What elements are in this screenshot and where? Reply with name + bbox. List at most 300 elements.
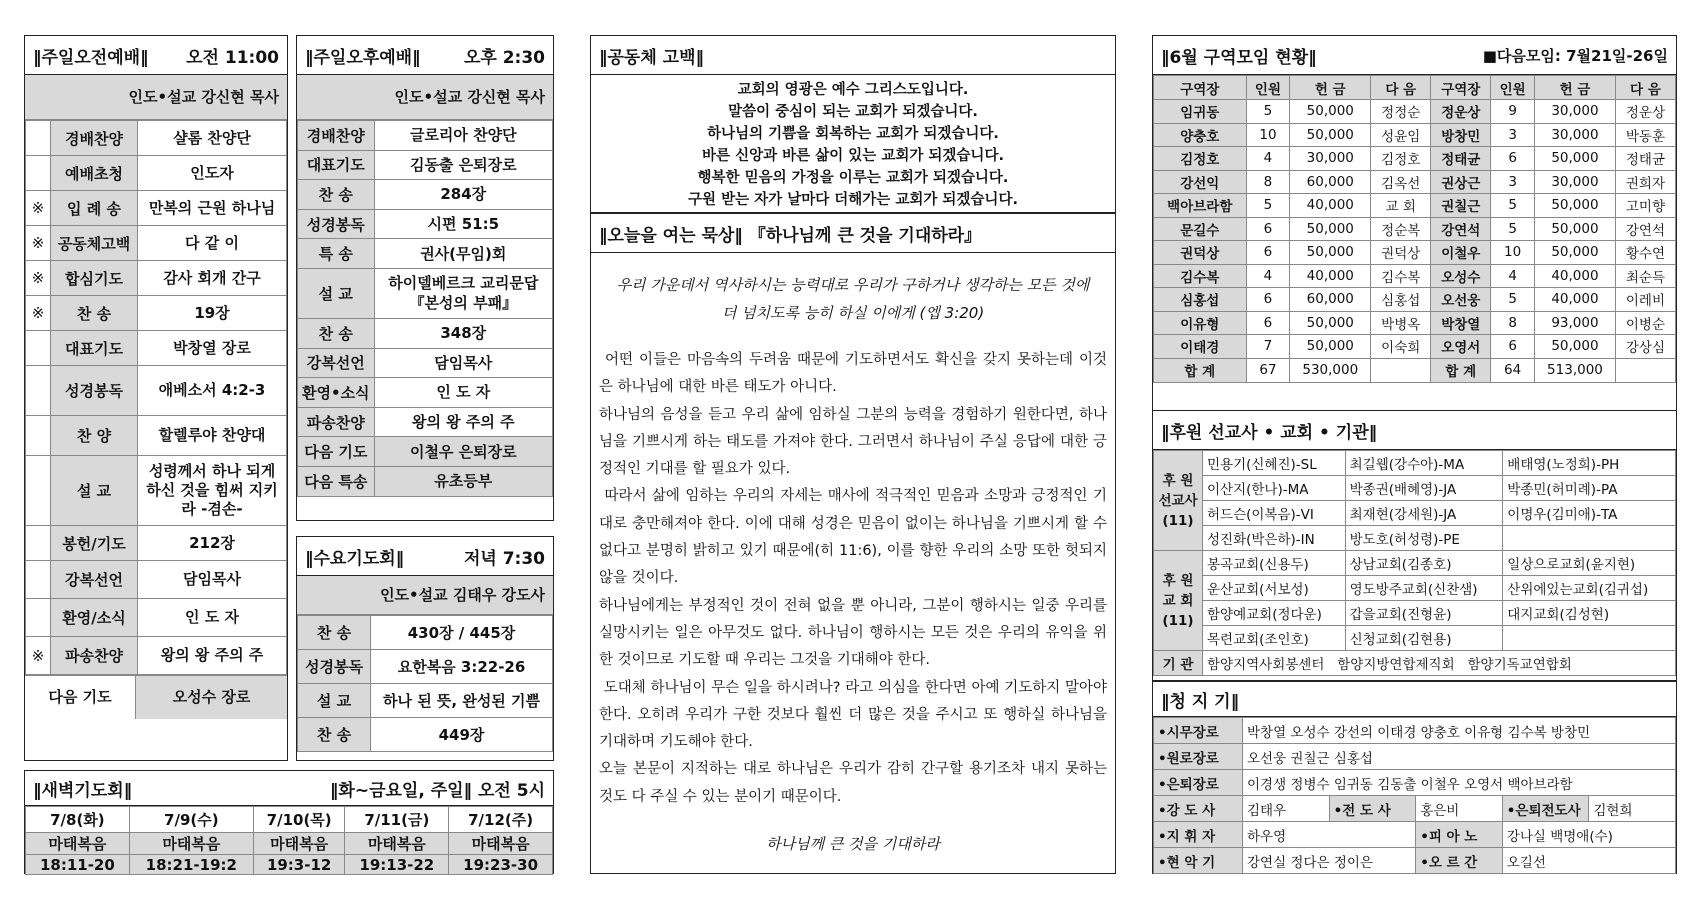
order-label: 설 교: [298, 268, 375, 318]
district-row: [1154, 288, 1676, 312]
morning-next-label: 다음 기도: [25, 676, 136, 719]
morning-row: [26, 121, 287, 156]
district-next-meeting: ■다음모임: 7월21일-26일: [1482, 46, 1668, 65]
church-cell: 상남교회(김종호): [1345, 551, 1503, 576]
order-value: 다 같 이: [138, 226, 287, 261]
org-label: 기 관: [1154, 651, 1203, 676]
afternoon-row: [298, 180, 553, 210]
wednesday-service-header: [297, 537, 553, 576]
district-cell: 정순복: [1371, 217, 1431, 241]
district-cell: 최순득: [1615, 264, 1675, 288]
dawn-date: 7/11(금): [345, 807, 449, 833]
church-row: [1154, 626, 1676, 651]
district-cell: 이숙희: [1371, 335, 1431, 359]
missionary-cell: 배태영(노정희)-PH: [1503, 451, 1676, 476]
elder-names: 박창열 오성수 강선의 이태경 양충호 이유형 김수복 방창민: [1243, 718, 1676, 744]
district-cell: 임귀동: [1154, 100, 1247, 124]
staff-title: ‖청 지 기‖: [1161, 691, 1240, 712]
missionary-cell: 박종권(배혜영)-JA: [1345, 476, 1503, 501]
order-label: 설 교: [51, 456, 138, 526]
district-cell: 50,000: [1290, 335, 1371, 359]
evangelist-label: •강 도 사: [1154, 796, 1243, 822]
afternoon-row: [298, 121, 553, 151]
district-cell: 오성수: [1431, 264, 1491, 288]
church-cell: [1503, 626, 1676, 651]
support-title: ‖후원 선교사 • 교회 • 기관‖: [1161, 422, 1378, 443]
district-cell: 5: [1246, 100, 1290, 124]
dawn-ref: 19:13-22: [345, 855, 449, 875]
required-mark: ※: [26, 226, 51, 261]
afternoon-row: [298, 268, 553, 318]
district-total-cell: 513,000: [1535, 358, 1616, 382]
district-cell: 5: [1491, 217, 1535, 241]
meditation-paragraph: 오늘 본문이 지적하는 대로 하나님은 우리가 감히 간구할 용기조차 내지 못하는 것도 다 주실 수 있는 분이기 때문이다.: [599, 761, 1112, 805]
district-cell: 9: [1491, 100, 1535, 124]
district-cell: 방창민: [1431, 123, 1491, 147]
church-cell: 일상으로교회(윤지현): [1503, 551, 1676, 576]
confession-line: 바른 신앙과 바른 삶이 있는 교회가 되겠습니다.: [702, 148, 1004, 164]
district-cell: 심홍섭: [1371, 288, 1431, 312]
morning-service-time: 오전 11:00: [186, 47, 279, 68]
order-value: 하이델베르크 교리문답 『본성의 부패』: [374, 268, 552, 318]
missionary-cell: 최재현(강세원)-JA: [1345, 501, 1503, 526]
district-cell: 50,000: [1290, 217, 1371, 241]
wednesday-service-time: 저녁 7:30: [463, 548, 545, 569]
district-cell: 오선웅: [1431, 288, 1491, 312]
order-value: 인도자: [138, 156, 287, 191]
district-cell: 4: [1491, 264, 1535, 288]
district-cell: 6: [1491, 147, 1535, 171]
district-cell: 60,000: [1290, 170, 1371, 194]
afternoon-row: [298, 318, 553, 348]
order-value: 430장 / 445장: [371, 616, 553, 650]
afternoon-service-header: [297, 36, 553, 75]
wednesday-service-panel: [296, 536, 554, 761]
morning-row: [26, 526, 287, 561]
district-total-cell: 64: [1491, 358, 1535, 382]
confession-title: ‖공동체 고백‖: [599, 47, 705, 68]
order-label: 성경봉독: [298, 650, 371, 684]
order-label: 찬 송: [298, 616, 371, 650]
order-label: 찬 송: [298, 180, 375, 210]
district-table: [1153, 75, 1676, 383]
retired-evangelist-label: •은퇴전도사: [1502, 796, 1589, 822]
district-total-cell: 530,000: [1290, 358, 1371, 382]
missionary-cell: 최길웹(강수아)-MA: [1345, 451, 1503, 476]
district-cell: 성윤임: [1371, 123, 1431, 147]
required-mark: ※: [26, 296, 51, 331]
district-cell: 60,000: [1290, 288, 1371, 312]
piano-names: 강나실 백명애(수): [1502, 822, 1675, 848]
order-value: 애베소서 4:2-3: [138, 366, 287, 416]
dawn-book: 마태복음: [26, 833, 130, 855]
wednesday-row: [298, 684, 553, 718]
missionary-row: [1154, 476, 1676, 501]
district-cell: 문길수: [1154, 217, 1247, 241]
district-cell: 50,000: [1535, 147, 1616, 171]
district-cell: 5: [1491, 194, 1535, 218]
required-mark: [26, 416, 51, 456]
morning-next-row: [25, 675, 287, 719]
morning-leader: 인도•설교 강신현 목사: [25, 75, 287, 120]
order-value: 이철우 은퇴장로: [374, 437, 552, 467]
church-cell: 봉곡교회(신용두): [1203, 551, 1346, 576]
district-total-cell: [1615, 358, 1675, 382]
district-row: [1154, 217, 1676, 241]
meditation-paragraph: 하나님의 음성을 듣고 우리 삶에 임하실 그분의 능력을 경험하기 원한다면, 하나님을 기쁘시게 하는 태도를 가져야 한다. 그러면서 하나님이 주실 응답에 대한 긍정적인 기대를 할 필요가 있다.: [599, 406, 1107, 478]
order-value: 감사 회개 간구: [138, 261, 287, 296]
required-mark: [26, 121, 51, 156]
morning-service-title: ‖주일오전예배‖: [33, 47, 149, 68]
morning-service-panel: [24, 35, 288, 761]
district-row: [1154, 264, 1676, 288]
district-panel: [1152, 35, 1677, 411]
district-cell: 40,000: [1290, 194, 1371, 218]
dawn-prayer-table: [25, 806, 553, 875]
afternoon-row: [298, 348, 553, 378]
missionary-cell: 방도호(허성령)-PE: [1345, 526, 1503, 551]
district-col-header: 구역장: [1431, 76, 1491, 100]
district-cell: 강상심: [1615, 335, 1675, 359]
required-mark: [26, 526, 51, 561]
order-value: 담임목사: [138, 561, 287, 599]
required-mark: [26, 366, 51, 416]
dawn-book: 마태복음: [449, 833, 553, 855]
confession-line: 교회의 영광은 예수 그리스도입니다.: [737, 82, 969, 98]
district-cell: 이병순: [1615, 311, 1675, 335]
senior-elder-label: •원로장로: [1154, 744, 1243, 770]
order-label: 봉헌/기도: [51, 526, 138, 561]
order-label: 환영•소식: [298, 378, 375, 408]
dawn-ref: 18:21-19:2: [129, 855, 253, 875]
district-header: [1153, 36, 1676, 75]
required-mark: [26, 331, 51, 366]
dawn-ref: 19:23-30: [449, 855, 553, 875]
afternoon-service-time: 오후 2:30: [463, 47, 545, 68]
district-cell: 양충호: [1154, 123, 1247, 147]
district-cell: 50,000: [1290, 100, 1371, 124]
org-row: [1154, 651, 1676, 676]
church-cell: 운산교회(서보성): [1203, 576, 1346, 601]
morning-row: [26, 637, 287, 675]
meditation-paragraph: 도대체 하나님이 무슨 일을 하시려나? 라고 의심을 한다면 아예 기도하지 말아야 한다. 오히려 우리가 구한 것보다 훨씬 더 많은 것을 주시고 또 행하실 하나님을 기대하며 기도해야 한다.: [599, 679, 1112, 751]
district-cell: 강연석: [1431, 217, 1491, 241]
required-mark: [26, 156, 51, 191]
church-cell: 영도방주교회(신찬샘): [1345, 576, 1503, 601]
order-value: 하나 된 뜻, 완성된 기쁨: [371, 684, 553, 718]
dawn-book: 마태복음: [345, 833, 449, 855]
wednesday-row: [298, 650, 553, 684]
wednesday-service-title: ‖수요기도회‖: [305, 548, 405, 569]
piano-label: •피 아 노: [1416, 822, 1503, 848]
afternoon-order-table: [297, 120, 553, 497]
required-mark: [26, 456, 51, 526]
district-cell: 권희자: [1615, 170, 1675, 194]
morning-row: [26, 456, 287, 526]
district-cell: 이태경: [1154, 335, 1247, 359]
missionary-row: [1154, 526, 1676, 551]
church-cell: 갑을교회(진형윤): [1345, 601, 1503, 626]
order-label: 파송찬양: [298, 407, 375, 437]
missionary-cell: [1503, 526, 1676, 551]
district-total-cell: [1371, 358, 1431, 382]
strings-names: 강연실 정다은 정이은: [1243, 848, 1416, 874]
meditation-panel: [590, 213, 1116, 874]
order-value: 348장: [374, 318, 552, 348]
district-row: [1154, 100, 1676, 124]
order-value: 유초등부: [374, 466, 552, 496]
district-cell: 5: [1491, 288, 1535, 312]
afternoon-service-title: ‖주일오후예배‖: [305, 47, 421, 68]
district-cell: 이레비: [1615, 288, 1675, 312]
order-label: 찬 송: [298, 718, 371, 752]
retired-evangelist-name: 김현희: [1589, 796, 1676, 822]
district-cell: 4: [1246, 264, 1290, 288]
confession-panel: [590, 35, 1116, 213]
afternoon-leader: 인도•설교 강신현 목사: [297, 75, 553, 120]
district-cell: 3: [1491, 123, 1535, 147]
district-col-header: 헌 금: [1290, 76, 1371, 100]
church-row: [1154, 551, 1676, 576]
support-header: [1153, 411, 1676, 450]
district-cell: 박병옥: [1371, 311, 1431, 335]
order-value: 요한복음 3:22-26: [371, 650, 553, 684]
district-col-header: 다 음: [1371, 76, 1431, 100]
required-mark: ※: [26, 191, 51, 226]
afternoon-row: [298, 239, 553, 269]
wednesday-row: [298, 616, 553, 650]
district-cell: 6: [1491, 335, 1535, 359]
district-col-header: 다 음: [1615, 76, 1675, 100]
missionary-cell: 허드슨(이복음)-VI: [1203, 501, 1346, 526]
district-cell: 김옥선: [1371, 170, 1431, 194]
dawn-prayer-schedule: ‖화~금요일, 주일‖ 오전 5시: [329, 780, 545, 801]
meditation-verse: [591, 253, 1115, 337]
morning-order-table: [25, 120, 287, 675]
missionary-row: [1154, 451, 1676, 476]
district-cell: 이철우: [1431, 241, 1491, 265]
wednesday-leader: 인도•설교 김태우 강도사: [297, 576, 553, 615]
church-cell: 산위에있는교회(김귀섭): [1503, 576, 1676, 601]
afternoon-row: [298, 407, 553, 437]
district-cell: 권덕상: [1371, 241, 1431, 265]
staff-header: [1153, 681, 1676, 717]
district-cell: 6: [1246, 311, 1290, 335]
order-label: 합심기도: [51, 261, 138, 296]
district-cell: 5: [1246, 194, 1290, 218]
missionary-cell: 성진화(박은하)-IN: [1203, 526, 1346, 551]
district-cell: 이유형: [1154, 311, 1247, 335]
district-cell: 50,000: [1535, 217, 1616, 241]
district-cell: 7: [1246, 335, 1290, 359]
district-header-row: [1154, 76, 1676, 100]
district-cell: 10: [1491, 241, 1535, 265]
morning-row: [26, 296, 287, 331]
confession-lines: [591, 75, 1115, 211]
former-evangelist-label: •전 도 사: [1329, 796, 1416, 822]
district-cell: 50,000: [1535, 335, 1616, 359]
district-row: [1154, 170, 1676, 194]
meditation-paragraph: 하나님에게는 부정적인 것이 전혀 없을 뿐 아니라, 그분이 행하시는 일중 우리를 실망시키는 일은 아무것도 없다. 하나님이 행하시는 모든 것은 우리의 유익을 위한 것이므로 기도할 때 우리는 그것을 기대해야 한다.: [599, 597, 1112, 669]
order-value: 박창열 장로: [138, 331, 287, 366]
required-mark: [26, 599, 51, 637]
church-cell: 목련교회(조인호): [1203, 626, 1346, 651]
dawn-ref-row: [26, 855, 553, 875]
order-value: 왕의 왕 주의 주: [138, 637, 287, 675]
district-cell: 김정호: [1154, 147, 1247, 171]
dawn-prayer-title: ‖새벽기도회‖: [33, 780, 133, 801]
district-cell: 30,000: [1535, 123, 1616, 147]
district-cell: 강선익: [1154, 170, 1247, 194]
confession-line: 말씀이 중심이 되는 교회가 되겠습니다.: [728, 104, 978, 120]
support-panel: [1152, 411, 1677, 681]
district-cell: 30,000: [1535, 170, 1616, 194]
organ-name: 오길선: [1502, 848, 1675, 874]
order-label: 강복선언: [51, 561, 138, 599]
district-cell: 권상근: [1431, 170, 1491, 194]
district-cell: 황수연: [1615, 241, 1675, 265]
order-label: 찬 송: [298, 318, 375, 348]
morning-row: [26, 599, 287, 637]
order-label: 다음 기도: [298, 437, 375, 467]
district-total-cell: 합 계: [1431, 358, 1491, 382]
meditation-paragraph: 어떤 이들은 마음속의 두려움 때문에 기도하면서도 확신을 갖지 못하는데 이것은 하나님에 대한 바른 태도가 아니다.: [599, 352, 1107, 396]
dawn-book-row: [26, 833, 553, 855]
district-row: [1154, 194, 1676, 218]
district-total-row: [1154, 358, 1676, 382]
dawn-ref: 18:11-20: [26, 855, 130, 875]
evangelist-name: 김태우: [1243, 796, 1330, 822]
district-cell: 교 회: [1371, 194, 1431, 218]
church-row: [1154, 576, 1676, 601]
org-names: 함양지역사회봉센터 함양지방연합제직회 함양기독교연합회: [1203, 651, 1676, 676]
order-label: 대표기도: [298, 150, 375, 180]
afternoon-row: [298, 466, 553, 496]
district-total-cell: 합 계: [1154, 358, 1247, 382]
meditation-paragraph: 따라서 삶에 임하는 우리의 자세는 매사에 적극적인 믿음과 소망과 긍정적인 기대로 충만해져야 한다. 이에 대해 성경은 믿음이 없이는 하나님을 기쁘시게 할 수 없다고 분명히 밝히고 있기 때문에(히 11:6), 이를 향한 우리의 소망 또한 헛되지 않을 것이다.: [599, 488, 1112, 587]
district-cell: 3: [1491, 170, 1535, 194]
order-value: 글로리아 찬양단: [374, 121, 552, 151]
church-cell: 함양예교회(정다운): [1203, 601, 1346, 626]
dawn-date: 7/10(목): [253, 807, 345, 833]
district-cell: 30,000: [1290, 147, 1371, 171]
district-cell: 6: [1246, 288, 1290, 312]
morning-row: [26, 366, 287, 416]
district-cell: 정정순: [1371, 100, 1431, 124]
meditation-verse-line-2: 더 넘치도록 능히 하실 이에게 (엡 3:20): [721, 304, 985, 322]
order-value: 권사(무임)회: [374, 239, 552, 269]
district-cell: 50,000: [1290, 241, 1371, 265]
district-cell: 권덕상: [1154, 241, 1247, 265]
confession-line: 행복한 믿음의 가정을 이루는 교회가 되겠습니다.: [697, 170, 1009, 186]
required-mark: [26, 561, 51, 599]
dawn-ref: 19:3-12: [253, 855, 345, 875]
required-mark: ※: [26, 261, 51, 296]
dawn-date: 7/12(주): [449, 807, 553, 833]
district-cell: 김수복: [1154, 264, 1247, 288]
elder-label: •시무장로: [1154, 718, 1243, 744]
order-label: 찬 송: [51, 296, 138, 331]
church-row: [1154, 601, 1676, 626]
district-cell: 8: [1246, 170, 1290, 194]
district-cell: 김정호: [1371, 147, 1431, 171]
order-label: 대표기도: [51, 331, 138, 366]
wednesday-row: [298, 718, 553, 752]
dawn-book: 마태복음: [129, 833, 253, 855]
morning-row: [26, 261, 287, 296]
morning-row: [26, 331, 287, 366]
support-table: [1153, 450, 1676, 676]
district-cell: 오영서: [1431, 335, 1491, 359]
dawn-prayer-header: [25, 771, 553, 806]
district-cell: 심홍섭: [1154, 288, 1247, 312]
district-cell: 고미향: [1615, 194, 1675, 218]
order-label: 공동체고백: [51, 226, 138, 261]
order-value: 시편 51:5: [374, 209, 552, 239]
dawn-prayer-panel: [24, 770, 554, 874]
dawn-book: 마태복음: [253, 833, 345, 855]
district-cell: 정태균: [1431, 147, 1491, 171]
district-cell: 백아브라함: [1154, 194, 1247, 218]
order-value: 212장: [138, 526, 287, 561]
morning-row: [26, 416, 287, 456]
meditation-verse-line-1: 우리 가운데서 역사하시는 능력대로 우리가 구하거나 생각하는 모든 것에: [616, 276, 1090, 294]
district-cell: 김수복: [1371, 264, 1431, 288]
order-label: 찬 양: [51, 416, 138, 456]
missionary-cell: 민용기(신혜진)-SL: [1203, 451, 1346, 476]
order-value: 샬롬 찬양단: [138, 121, 287, 156]
district-cell: 6: [1246, 217, 1290, 241]
afternoon-row: [298, 209, 553, 239]
order-label: 파송찬양: [51, 637, 138, 675]
order-label: 설 교: [298, 684, 371, 718]
district-cell: 8: [1491, 311, 1535, 335]
order-value: 인 도 자: [138, 599, 287, 637]
district-total-cell: 67: [1246, 358, 1290, 382]
retired-elder-names: 이경생 정병수 임귀동 김동출 이철우 오영서 백아브라함: [1243, 770, 1676, 796]
district-cell: 40,000: [1290, 264, 1371, 288]
order-label: 다음 특송: [298, 466, 375, 496]
district-cell: 50,000: [1290, 123, 1371, 147]
district-title: ‖6월 구역모임 현황‖: [1161, 47, 1317, 68]
district-row: [1154, 241, 1676, 265]
church-cell: 신청교회(김현용): [1345, 626, 1503, 651]
district-cell: 정운상: [1431, 100, 1491, 124]
confession-header: [591, 36, 1115, 75]
order-value: 19장: [138, 296, 287, 331]
district-cell: 6: [1246, 241, 1290, 265]
confession-line: 구원 받는 자가 날마다 더해가는 교회가 되겠습니다.: [688, 192, 1018, 208]
morning-service-header: [25, 36, 287, 75]
afternoon-row: [298, 378, 553, 408]
district-cell: 30,000: [1535, 100, 1616, 124]
district-cell: 권칠근: [1431, 194, 1491, 218]
meditation-body: [591, 337, 1115, 811]
district-cell: 93,000: [1535, 311, 1616, 335]
order-value: 인 도 자: [374, 378, 552, 408]
district-cell: 정태균: [1615, 147, 1675, 171]
district-cell: 강연석: [1615, 217, 1675, 241]
district-cell: 50,000: [1535, 194, 1616, 218]
morning-row: [26, 226, 287, 261]
organ-label: •오 르 간: [1416, 848, 1503, 874]
order-label: 입 례 송: [51, 191, 138, 226]
district-cell: 4: [1246, 147, 1290, 171]
district-row: [1154, 335, 1676, 359]
missionary-label: 후 원 선교사 (11): [1154, 451, 1203, 551]
morning-row: [26, 156, 287, 191]
order-value: 성령께서 하나 되게 하신 것을 힘써 지키라 -겸손-: [138, 456, 287, 526]
